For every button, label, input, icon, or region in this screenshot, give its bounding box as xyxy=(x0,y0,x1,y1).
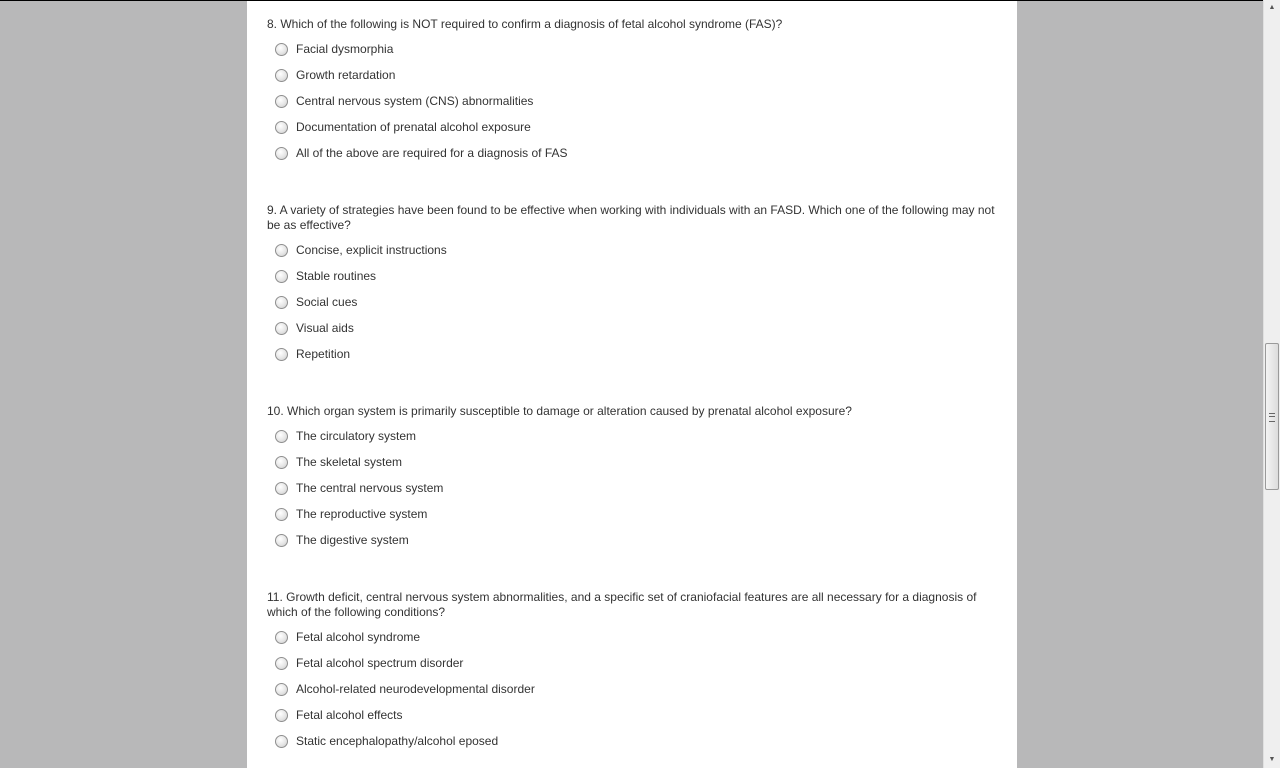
radio-button[interactable] xyxy=(275,534,288,547)
question-10 xyxy=(267,404,997,553)
answer-option[interactable] xyxy=(267,315,997,341)
answer-option[interactable] xyxy=(267,36,997,62)
option-label: Repetition xyxy=(296,347,351,361)
option-label: Facial dysmorphia xyxy=(296,42,394,56)
radio-button[interactable] xyxy=(275,147,288,160)
radio-button[interactable] xyxy=(275,296,288,309)
answer-option[interactable] xyxy=(267,237,997,263)
question-text: 8. Which of the following is NOT required to confirm a diagnosis of fetal alcohol syndrome (FAS)? xyxy=(267,17,783,31)
option-label: The circulatory system xyxy=(296,429,417,443)
option-label: All of the above are required for a diagnosis of FAS xyxy=(296,146,568,160)
radio-button[interactable] xyxy=(275,43,288,56)
option-label: Social cues xyxy=(296,295,358,309)
radio-button[interactable] xyxy=(275,348,288,361)
option-label: The central nervous system xyxy=(296,481,444,495)
question-11 xyxy=(267,590,997,754)
option-label: Documentation of prenatal alcohol exposure xyxy=(296,120,531,134)
option-label: Alcohol-related neurodevelopmental disorder xyxy=(296,682,535,696)
option-label: Concise, explicit instructions xyxy=(296,243,447,257)
radio-button[interactable] xyxy=(275,657,288,670)
radio-button[interactable] xyxy=(275,121,288,134)
answer-option[interactable] xyxy=(267,88,997,114)
option-label: The digestive system xyxy=(296,533,409,547)
radio-button[interactable] xyxy=(275,95,288,108)
grip-icon xyxy=(1269,413,1275,422)
answer-option[interactable] xyxy=(267,650,997,676)
option-label: Fetal alcohol effects xyxy=(296,708,403,722)
radio-button[interactable] xyxy=(275,683,288,696)
answer-option[interactable] xyxy=(267,263,997,289)
answer-option[interactable] xyxy=(267,676,997,702)
scroll-down-arrow-icon[interactable]: ▼ xyxy=(1268,756,1276,763)
question-text: 9. A variety of strategies have been found to be effective when working with individuals with an FASD. Which one of the following may not be as effective? xyxy=(267,203,995,232)
radio-button[interactable] xyxy=(275,456,288,469)
scroll-up-arrow-icon[interactable]: ▲ xyxy=(1268,4,1276,11)
scrollbar-thumb[interactable] xyxy=(1265,343,1279,490)
answer-option[interactable] xyxy=(267,501,997,527)
quiz-page xyxy=(247,1,1017,768)
option-label: Fetal alcohol spectrum disorder xyxy=(296,656,464,670)
question-text: 11. Growth deficit, central nervous system abnormalities, and a specific set of craniofacial features are all necessary for a diagnosis of which of the following conditions? xyxy=(267,590,977,619)
answer-option[interactable] xyxy=(267,475,997,501)
answer-option[interactable] xyxy=(267,449,997,475)
radio-button[interactable] xyxy=(275,69,288,82)
answer-option[interactable] xyxy=(267,702,997,728)
answer-option[interactable] xyxy=(267,423,997,449)
answer-option[interactable] xyxy=(267,728,997,754)
quiz-content xyxy=(247,1,1017,754)
option-label: Growth retardation xyxy=(296,68,396,82)
question-8 xyxy=(267,17,997,166)
option-label: Static encephalopathy/alcohol eposed xyxy=(296,734,499,748)
answer-option[interactable] xyxy=(267,289,997,315)
radio-button[interactable] xyxy=(275,735,288,748)
option-label: Fetal alcohol syndrome xyxy=(296,630,421,644)
answer-option[interactable] xyxy=(267,527,997,553)
radio-button[interactable] xyxy=(275,631,288,644)
radio-button[interactable] xyxy=(275,244,288,257)
answer-option[interactable] xyxy=(267,62,997,88)
vertical-scrollbar[interactable] xyxy=(1263,0,1280,768)
radio-button[interactable] xyxy=(275,270,288,283)
answer-option[interactable] xyxy=(267,341,997,367)
answer-option[interactable] xyxy=(267,114,997,140)
option-label: Visual aids xyxy=(296,321,354,335)
answer-option[interactable] xyxy=(267,624,997,650)
question-9 xyxy=(267,203,997,367)
radio-button[interactable] xyxy=(275,430,288,443)
option-label: The reproductive system xyxy=(296,507,428,521)
option-label: Stable routines xyxy=(296,269,377,283)
option-label: Central nervous system (CNS) abnormalities xyxy=(296,94,534,108)
radio-button[interactable] xyxy=(275,322,288,335)
radio-button[interactable] xyxy=(275,508,288,521)
question-text: 10. Which organ system is primarily susceptible to damage or alteration caused by prenatal alcohol exposure? xyxy=(267,404,852,418)
radio-button[interactable] xyxy=(275,482,288,495)
answer-option[interactable] xyxy=(267,140,997,166)
option-label: The skeletal system xyxy=(296,455,403,469)
radio-button[interactable] xyxy=(275,709,288,722)
